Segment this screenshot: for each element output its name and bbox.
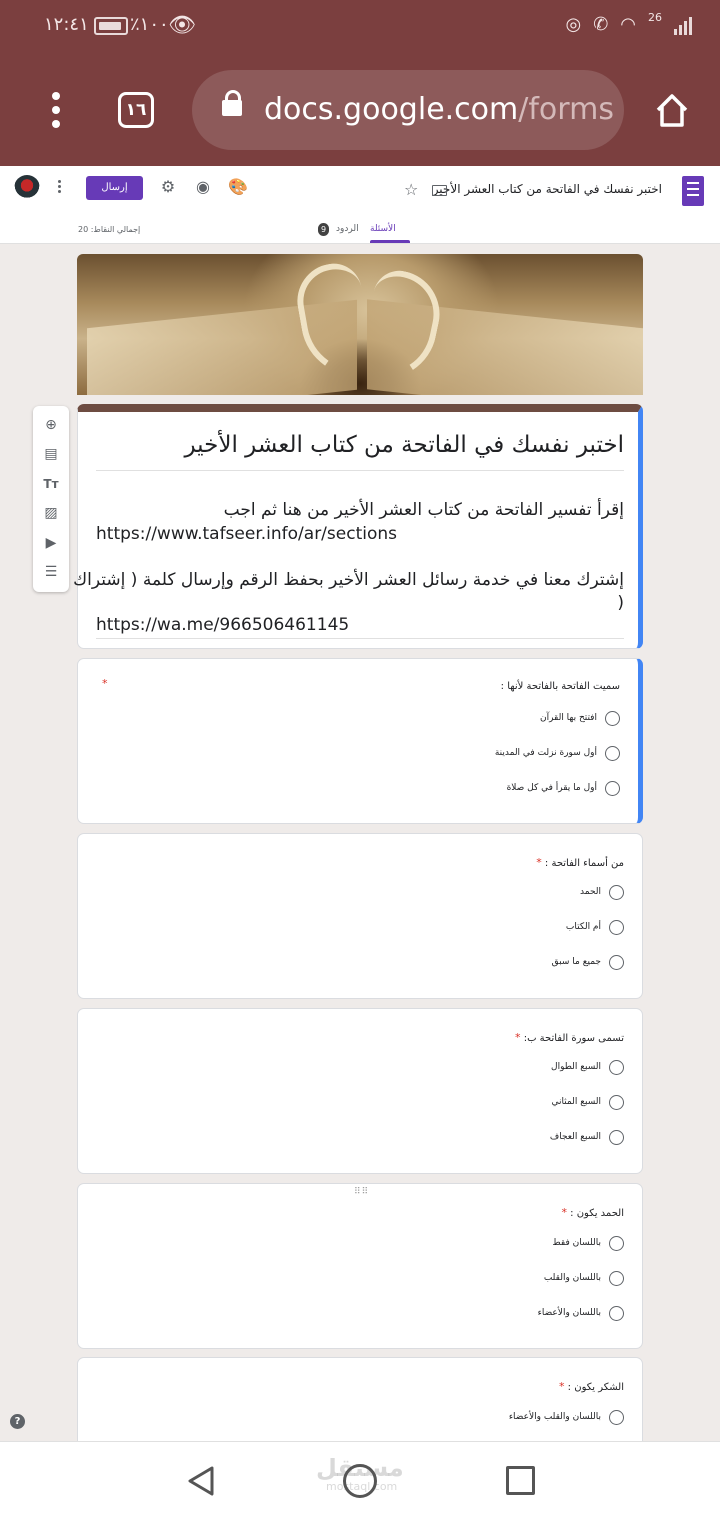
form-description-link1[interactable]: https://www.tafseer.info/ar/sections	[96, 524, 397, 544]
settings-icon[interactable]: ⚙	[160, 177, 176, 196]
required-mark: *	[102, 677, 108, 690]
browser-menu-icon[interactable]	[48, 92, 64, 132]
option-label: أول سورة نزلت في المدينة	[494, 748, 597, 758]
radio-button[interactable]	[609, 955, 624, 970]
option-label: أول ما يقرأ في كل صلاة	[506, 783, 597, 793]
option-row[interactable]	[552, 1235, 624, 1251]
add-section-icon[interactable]: ☰	[44, 564, 58, 581]
option-row[interactable]	[538, 1305, 624, 1321]
header-form-title[interactable]: اختبر نفسك في الفاتحة من كتاب العشر الأخير	[432, 182, 662, 196]
radio-button[interactable]	[609, 920, 624, 935]
recent-apps-icon[interactable]	[506, 1466, 535, 1495]
title-underline	[96, 470, 624, 471]
radio-button[interactable]	[609, 1271, 624, 1286]
question-title[interactable]	[559, 1380, 624, 1393]
option-row[interactable]	[550, 1129, 624, 1145]
floating-toolbar	[33, 406, 69, 592]
eye-comfort-icon: 👁	[168, 13, 196, 38]
required-mark: *	[561, 1206, 567, 1219]
status-bar	[0, 11, 720, 42]
form-title[interactable]: اختبر نفسك في الفاتحة من كتاب العشر الأخير	[184, 432, 624, 458]
system-navigation-bar	[0, 1441, 720, 1520]
add-video-icon[interactable]: ▶	[45, 534, 57, 551]
form-title-card[interactable]	[73, 404, 643, 649]
total-points: إجمالي النقاط: 20	[78, 225, 141, 234]
back-icon[interactable]	[186, 1465, 216, 1497]
radio-button[interactable]	[605, 711, 620, 726]
help-icon[interactable]: ?	[10, 1414, 25, 1429]
radio-button[interactable]	[609, 885, 624, 900]
address-bar[interactable]	[192, 70, 624, 150]
add-question-icon[interactable]: ⊕	[45, 416, 57, 433]
option-row[interactable]	[509, 1409, 624, 1425]
preview-eye-icon[interactable]: ◉	[196, 177, 210, 196]
folder-icon[interactable]	[432, 185, 447, 196]
required-mark: *	[515, 1031, 521, 1044]
tab-switcher-button[interactable]: ١٦	[118, 92, 154, 128]
status-icons	[565, 11, 692, 35]
instagram-icon: ◎	[565, 14, 582, 35]
home-icon[interactable]	[654, 92, 690, 128]
watermark-subtext: mostaql.com	[326, 1480, 398, 1493]
option-row[interactable]	[540, 710, 620, 726]
header-banner-image	[77, 254, 643, 395]
form-description-line1[interactable]: إقرأ تفسير الفاتحة من كتاب العشر الأخير من هنا ثم اجب	[223, 500, 624, 520]
option-row[interactable]	[507, 780, 620, 796]
question-card[interactable]	[77, 658, 643, 824]
option-label: الحمد	[580, 887, 601, 897]
option-label: باللسان والقلب	[543, 1273, 601, 1283]
option-row[interactable]	[495, 745, 620, 761]
question-title[interactable]: سميت الفاتحة بالفاتحة لأنها :	[500, 681, 620, 692]
radio-button[interactable]	[605, 781, 620, 796]
radio-button[interactable]	[609, 1130, 624, 1145]
required-mark: *	[558, 1380, 565, 1393]
option-label: السبع المثاني	[551, 1097, 601, 1107]
radio-button[interactable]	[609, 1095, 624, 1110]
send-button[interactable]: إرسال	[86, 176, 143, 200]
description-underline	[96, 638, 624, 639]
avatar[interactable]	[14, 175, 40, 201]
import-questions-icon[interactable]: ▤	[44, 446, 58, 463]
question-card[interactable]	[77, 1183, 643, 1349]
more-options-icon[interactable]	[58, 180, 62, 195]
home-button-icon[interactable]	[343, 1464, 377, 1498]
question-title[interactable]	[515, 1031, 624, 1044]
option-label: باللسان فقط	[552, 1238, 601, 1248]
add-image-icon[interactable]: ▨	[44, 505, 58, 522]
forms-logo-icon[interactable]	[682, 176, 704, 206]
option-row[interactable]	[580, 884, 624, 900]
signal-icon	[674, 15, 692, 35]
question-title[interactable]	[536, 856, 624, 869]
wifi-icon: ◠	[620, 14, 636, 35]
option-row[interactable]	[552, 954, 624, 970]
question-card[interactable]	[77, 833, 643, 999]
radio-button[interactable]	[605, 746, 620, 761]
tab-questions[interactable]: الأسئلة	[370, 224, 396, 234]
radio-button[interactable]	[609, 1306, 624, 1321]
battery-icon	[94, 17, 128, 35]
option-label: باللسان والقلب والأعضاء	[508, 1412, 601, 1422]
url-path: /forms	[518, 92, 614, 127]
url-host: docs.google.com	[264, 92, 519, 127]
network-type: 26	[648, 11, 662, 24]
question-card[interactable]	[77, 1008, 643, 1174]
question-title-text: الحمد يكون :	[570, 1208, 624, 1219]
option-row[interactable]	[551, 1059, 624, 1075]
form-description-line2[interactable]: إشترك معنا في خدمة رسائل العشر الأخير بحفظ الرقم وإرسال كلمة ( إشتراك	[73, 570, 624, 590]
option-label: أم الكتاب	[565, 922, 601, 932]
question-title[interactable]	[561, 1206, 624, 1219]
palette-icon[interactable]: 🎨	[228, 177, 248, 196]
option-row[interactable]	[544, 1270, 624, 1286]
option-row[interactable]	[551, 1094, 624, 1110]
browser-chrome	[0, 0, 720, 166]
tab-responses[interactable]: الردود	[336, 224, 359, 234]
lock-icon	[222, 100, 242, 116]
option-label: جميع ما سبق	[551, 957, 601, 967]
radio-button[interactable]	[609, 1236, 624, 1251]
responses-count-badge: 9	[318, 223, 329, 236]
question-title-text: تسمى سورة الفاتحة ب:	[523, 1033, 624, 1044]
form-description-link2[interactable]: https://wa.me/966506461145	[96, 615, 350, 635]
option-label: السبع الطوال	[551, 1062, 601, 1072]
url-text	[264, 92, 614, 127]
whatsapp-icon: ✆	[593, 14, 609, 35]
active-tab-indicator	[370, 240, 410, 243]
option-label: افتتح بها القرآن	[539, 713, 597, 723]
add-title-icon[interactable]: Tт	[43, 476, 59, 491]
form-description-line2-end[interactable]: )	[617, 593, 624, 613]
question-title-text: الشكر يكون :	[567, 1382, 624, 1393]
forms-header	[0, 166, 720, 244]
watermark-text: مستقل	[316, 1454, 404, 1482]
question-title-text: من أسماء الفاتحة :	[544, 858, 624, 869]
battery-percent: ٪١٠٠	[130, 14, 169, 35]
option-row[interactable]	[566, 919, 624, 935]
radio-button[interactable]	[609, 1410, 624, 1425]
radio-button[interactable]	[609, 1060, 624, 1075]
star-icon[interactable]: ☆	[404, 180, 419, 199]
option-label: السبع العجاف	[549, 1132, 601, 1142]
status-time: ١٢:٤١	[44, 14, 89, 35]
required-mark: *	[536, 856, 542, 869]
option-label: باللسان والأعضاء	[537, 1308, 601, 1318]
drag-handle-icon[interactable]: ⠿⠿	[354, 1187, 370, 1197]
